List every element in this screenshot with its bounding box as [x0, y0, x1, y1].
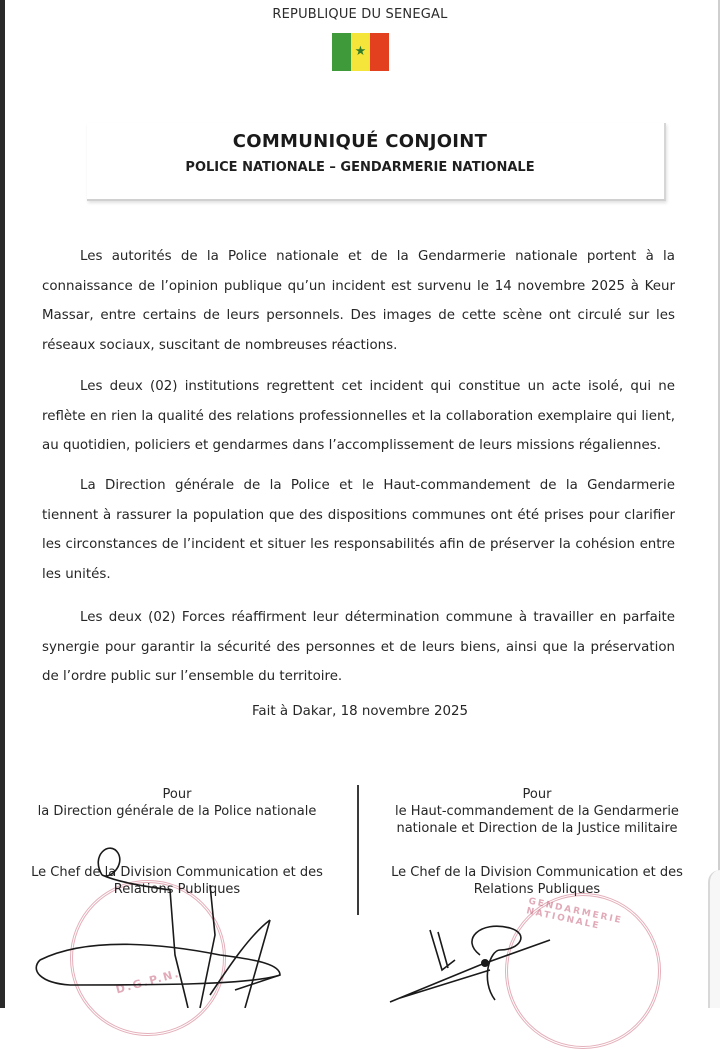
- signatory-entity: la Direction générale de la Police nationale: [37, 804, 317, 819]
- pour-label: Pour: [162, 787, 192, 802]
- star-icon: ★: [354, 44, 367, 60]
- senegal-flag: [332, 33, 389, 71]
- place-date-line: Fait à Dakar, 18 novembre 2025: [251, 704, 469, 719]
- body-paragraph: Les autorités de la Police nationale et de la Gendarmerie nationale portent à la connaissance de l’opinion publique qu’un incident est survenu le 14 novembre 2025 à Keur Massar, entre certains de leurs personnels. Des images de cette scène ont circulé sur les réseaux sociaux, suscitant de nombreuses réactions.: [42, 249, 675, 353]
- stamp-text: D.G.P.N.: [114, 966, 182, 997]
- signature-divider: [357, 785, 359, 915]
- signatory-title-line: Relations Publiques: [113, 882, 241, 897]
- signature-block-gendarmerie: [372, 786, 702, 837]
- document-title: COMMUNIQUÉ CONJOINT: [232, 131, 488, 152]
- signature-block-police: [12, 786, 342, 820]
- flag-yellow-band: [351, 33, 370, 71]
- signature-dot: [481, 959, 489, 967]
- republic-header: REPUBLIQUE DU SENEGAL: [272, 7, 448, 22]
- body-paragraph: Les deux (02) institutions regrettent cet incident qui constitue un acte isolé, qui ne reflète en rien la qualité des relations professionnelles et la collaboration exemplaire qui lient, au quotidien, policiers et gendarmes dans l’accomplissement de leurs missions régaliennes.: [42, 379, 675, 454]
- signatory-entity-line: nationale et Direction de la Justice militaire: [396, 821, 678, 836]
- signature-stroke: [430, 930, 455, 970]
- flag-green-band: [332, 33, 351, 71]
- signatory-title-line: Relations Publiques: [473, 882, 601, 897]
- body-paragraph: La Direction générale de la Police et le Haut-commandement de la Gendarmerie tiennent à rassurer la population que des dispositions communes ont été prises pour clarifier les circonstances de l’incident et situer les responsabilités afin de préserver la cohésion entre les unités.: [42, 478, 675, 582]
- document-subtitle: POLICE NATIONALE – GENDARMERIE NATIONALE: [185, 160, 535, 175]
- pour-label: Pour: [522, 787, 552, 802]
- flag-red-band: [370, 33, 389, 71]
- signatory-title-line: Le Chef de la Division Communication et des: [31, 865, 323, 880]
- handwritten-signature-gendarmerie: [380, 920, 580, 1008]
- signatory-title-line: Le Chef de la Division Communication et des: [391, 865, 683, 880]
- signature-stroke: [472, 926, 521, 1000]
- handwritten-signature-police: [30, 835, 310, 1008]
- signatory-title-gendarmerie: [372, 864, 702, 898]
- signature-stroke: [390, 940, 550, 1002]
- signature-stroke: [36, 944, 280, 985]
- page-curl: [708, 870, 720, 1008]
- body-paragraph: Les deux (02) Forces réaffirment leur détermination commune à travailler en parfaite synergie pour garantir la sécurité des personnes et de leurs biens, ainsi que la préservation de l’ordre public sur l’ensemble du territoire.: [42, 610, 675, 685]
- stamp-text: GENDARMERIE NATIONALE: [525, 896, 624, 932]
- signatory-entity-line: le Haut-commandement de la Gendarmerie: [395, 804, 679, 819]
